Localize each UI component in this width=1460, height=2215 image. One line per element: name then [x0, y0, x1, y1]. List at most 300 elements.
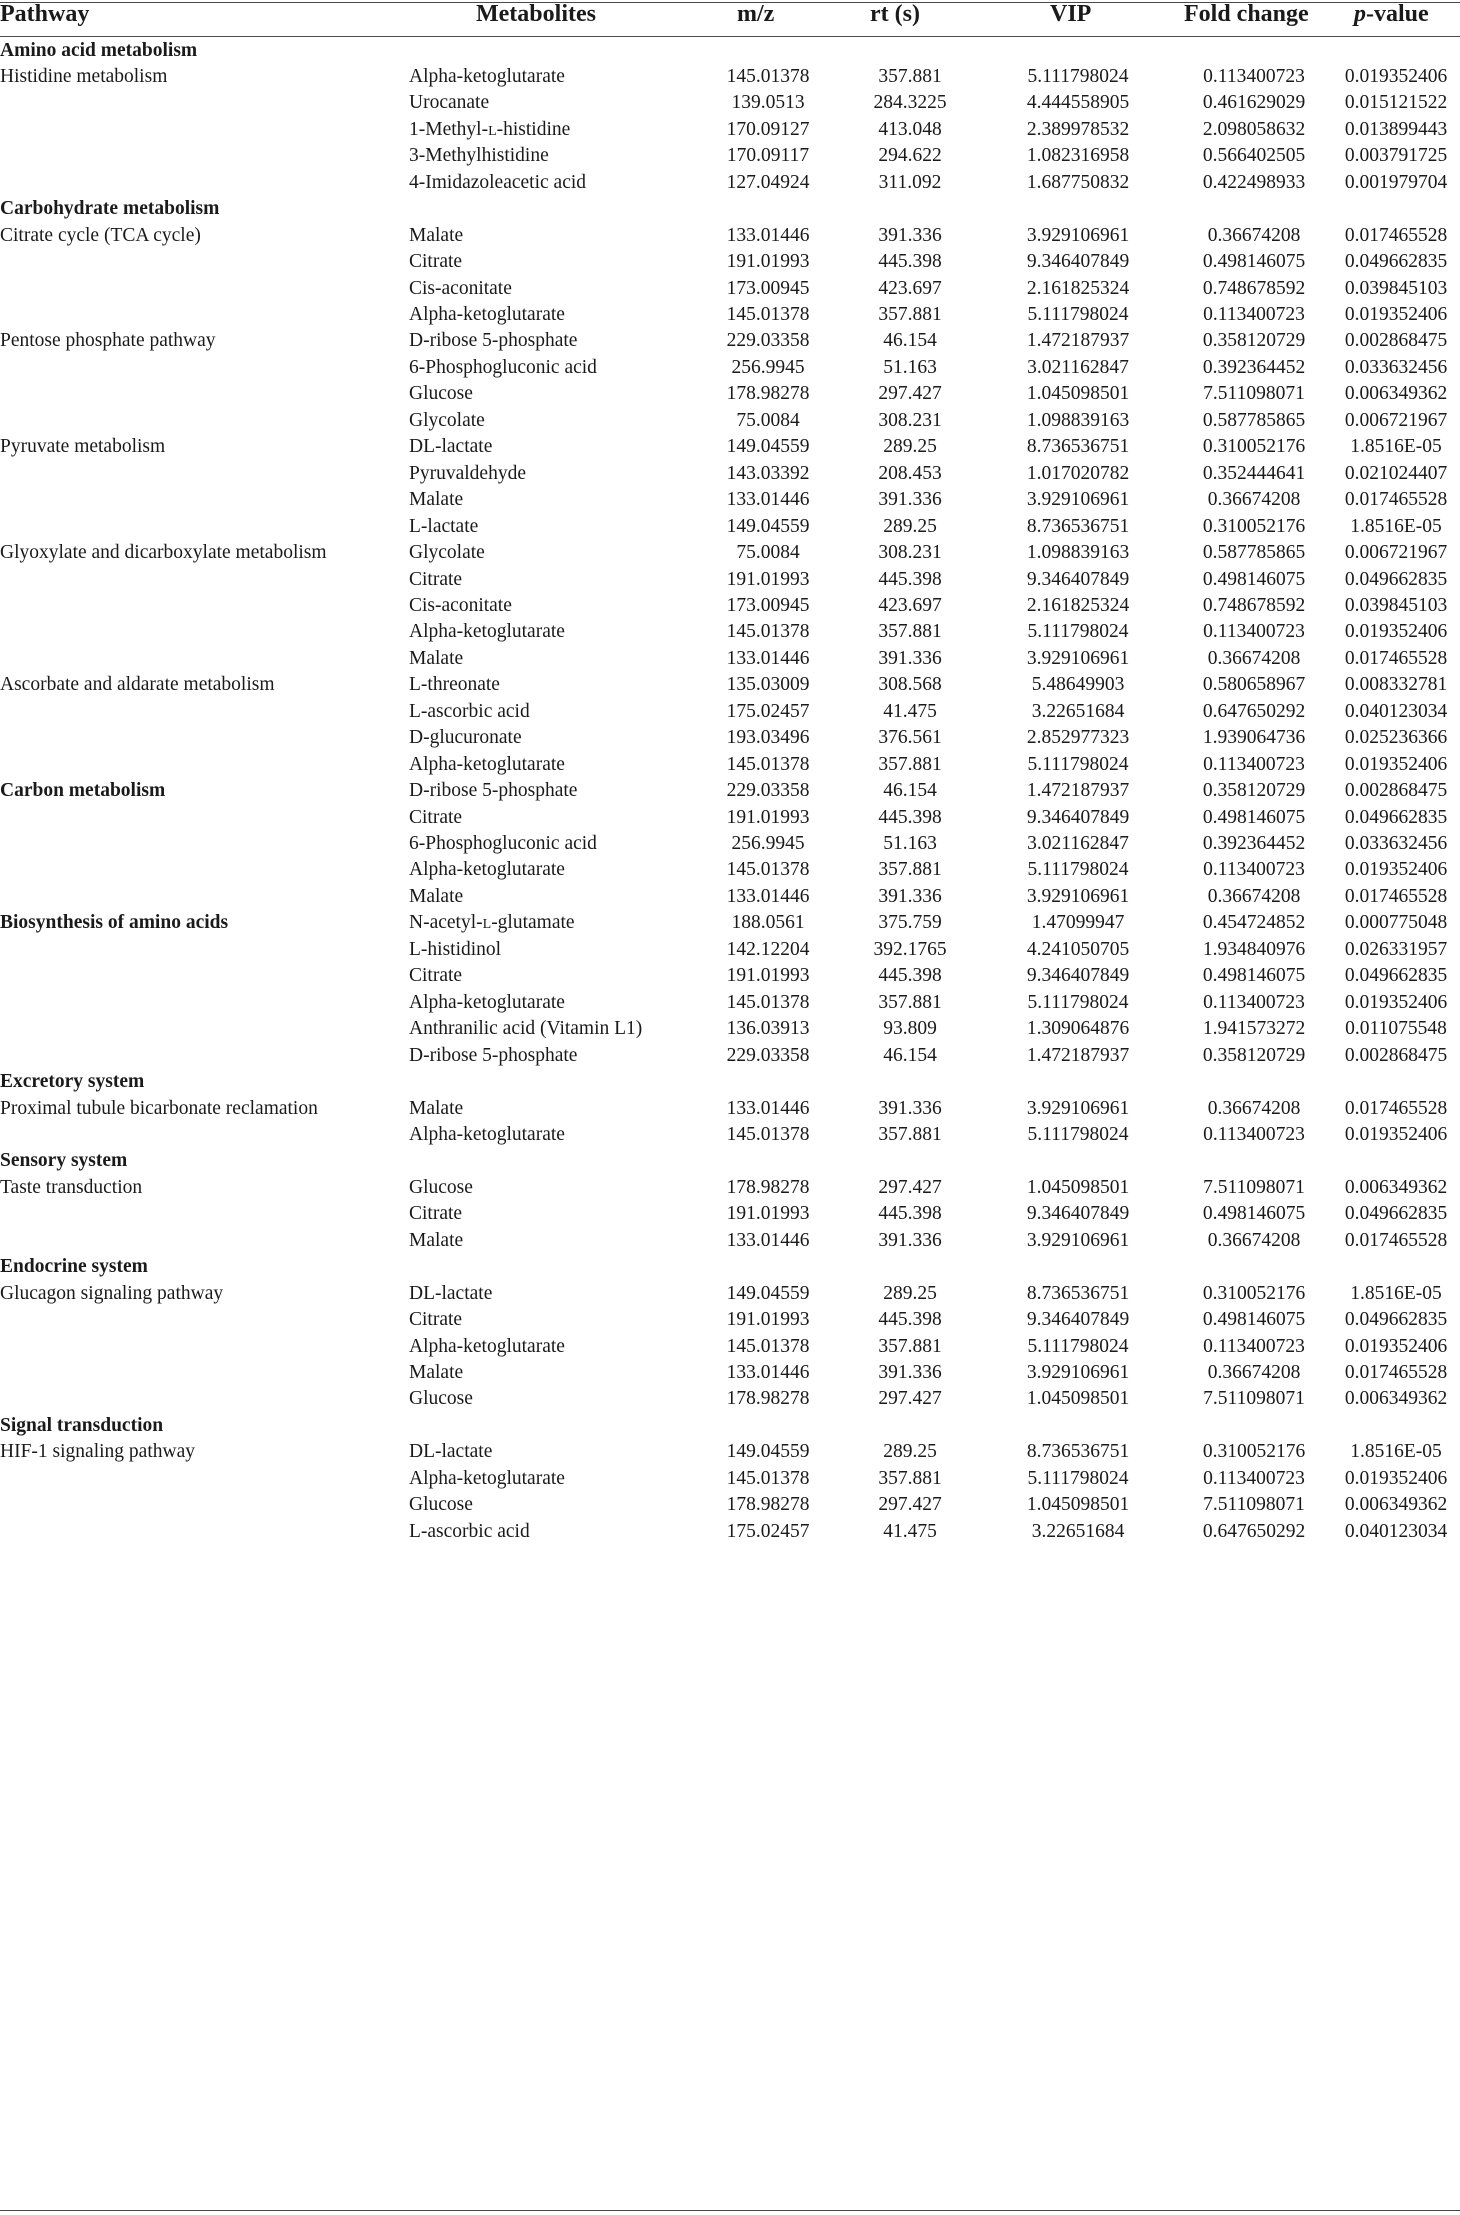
p-value-cell: 0.002868475 — [1344, 780, 1448, 802]
fold-change-cell: 0.310052176 — [1202, 1282, 1306, 1304]
mz-cell: 145.01378 — [726, 621, 810, 643]
metabolite-cell: L-lactate — [409, 515, 479, 537]
rt-cell: 423.697 — [878, 594, 942, 616]
vip-cell: 5.111798024 — [1027, 753, 1129, 775]
rt-cell: 308.231 — [878, 542, 942, 564]
table-row — [0, 1360, 1460, 1386]
fold-change-cell: 0.748678592 — [1202, 594, 1306, 616]
mz-cell: 175.02457 — [726, 1520, 810, 1542]
p-value-cell: 1.8516E-05 — [1350, 1282, 1442, 1304]
vip-cell: 5.111798024 — [1027, 1123, 1129, 1145]
table-row — [0, 1281, 1460, 1307]
metabolite-cell: L-ascorbic acid — [409, 1520, 530, 1542]
vip-cell: 3.929106961 — [1026, 489, 1130, 511]
section-row — [0, 1148, 1460, 1174]
vip-cell: 5.111798024 — [1027, 1467, 1129, 1489]
table-row — [0, 1439, 1460, 1465]
mz-cell: 191.01993 — [726, 1309, 810, 1331]
rt-cell: 208.453 — [878, 462, 942, 484]
section-label: Excretory system — [0, 1071, 145, 1093]
fold-change-cell: 0.461629029 — [1202, 92, 1306, 114]
section-row — [0, 38, 1460, 64]
vip-cell: 3.929106961 — [1026, 1362, 1130, 1383]
mz-cell: 256.9945 — [731, 356, 805, 378]
rt-cell: 375.759 — [878, 912, 942, 934]
rt-cell: 294.622 — [878, 145, 942, 167]
vip-cell: 3.929106961 — [1026, 647, 1130, 669]
table-row — [0, 831, 1460, 857]
metabolite-cell: Anthranilic acid (Vitamin L1) — [409, 1018, 643, 1040]
fold-change-cell: 0.587785865 — [1202, 542, 1306, 564]
rt-cell: 289.25 — [883, 1441, 937, 1463]
vip-cell: 2.161825324 — [1026, 277, 1130, 299]
rt-cell: 391.336 — [878, 1097, 942, 1119]
section-row — [0, 1254, 1460, 1280]
fold-change-cell: 0.113400723 — [1203, 991, 1305, 1013]
rt-cell: 46.154 — [883, 330, 937, 352]
rt-cell: 46.154 — [883, 1044, 937, 1066]
rt-cell: 308.231 — [878, 409, 942, 431]
table-row — [0, 672, 1460, 698]
fold-change-cell: 0.498146075 — [1202, 965, 1306, 987]
pathway-cell: Ascorbate and aldarate metabolism — [0, 674, 275, 696]
mz-cell: 145.01378 — [726, 991, 810, 1013]
metabolite-cell: Citrate — [409, 1309, 463, 1331]
metabolite-cell: 1-Methyl-l-histidine — [409, 118, 571, 140]
section-label: Sensory system — [0, 1150, 128, 1172]
vip-cell: 5.111798024 — [1027, 621, 1129, 643]
p-value-cell: 1.8516E-05 — [1350, 515, 1442, 537]
mz-cell: 133.01446 — [726, 1097, 810, 1119]
table-row — [0, 302, 1460, 328]
p-value-cell: 0.006349362 — [1344, 383, 1448, 405]
metabolite-cell: Glucose — [409, 383, 473, 405]
mz-cell: 149.04559 — [726, 1441, 810, 1463]
fold-change-cell: 0.358120729 — [1202, 1044, 1306, 1066]
rt-cell: 357.881 — [878, 304, 942, 325]
p-value-cell: 0.019352406 — [1344, 1123, 1448, 1145]
vip-cell: 8.736536751 — [1026, 1282, 1130, 1304]
p-value-cell: 0.040123034 — [1344, 700, 1448, 722]
rt-cell: 391.336 — [878, 885, 942, 907]
metabolite-cell: Glucose — [409, 1388, 473, 1410]
fold-change-cell: 0.36674208 — [1207, 647, 1301, 669]
p-value-cell: 0.017465528 — [1344, 1097, 1448, 1119]
header-fold-change: Fold change — [1184, 1, 1309, 27]
rt-cell: 376.561 — [878, 727, 942, 749]
metabolite-cell: L-ascorbic acid — [409, 700, 530, 722]
p-value-cell: 0.017465528 — [1344, 885, 1448, 907]
fold-change-cell: 7.511098071 — [1203, 1388, 1305, 1410]
section-row — [0, 1069, 1460, 1095]
vip-cell: 2.852977323 — [1026, 727, 1130, 749]
mz-cell: 173.00945 — [726, 277, 810, 299]
mz-cell: 229.03358 — [726, 1044, 810, 1066]
table-row — [0, 699, 1460, 725]
metabolite-cell: Malate — [409, 647, 464, 669]
rt-cell: 46.154 — [883, 780, 937, 802]
table-row — [0, 1492, 1460, 1518]
vip-cell: 1.47099947 — [1031, 912, 1125, 934]
vip-cell: 9.346407849 — [1026, 1203, 1130, 1225]
fold-change-cell: 0.358120729 — [1202, 330, 1306, 352]
mz-cell: 178.98278 — [726, 1494, 810, 1516]
fold-change-cell: 7.511098071 — [1203, 383, 1305, 405]
rt-cell: 413.048 — [878, 118, 942, 140]
mz-cell: 191.01993 — [726, 568, 810, 590]
rt-cell: 297.427 — [878, 383, 942, 405]
metabolite-cell: Citrate — [409, 1203, 463, 1225]
fold-change-cell: 0.36674208 — [1207, 885, 1301, 907]
fold-change-cell: 0.113400723 — [1203, 304, 1305, 325]
metabolite-cell: Malate — [409, 1097, 464, 1119]
metabolite-cell: Alpha-ketoglutarate — [409, 753, 565, 775]
vip-cell: 1.098839163 — [1026, 542, 1130, 564]
rt-cell: 289.25 — [883, 1282, 937, 1304]
metabolite-cell: Cis-aconitate — [409, 277, 512, 299]
p-value-cell: 0.011075548 — [1345, 1018, 1447, 1040]
mz-cell: 175.02457 — [726, 700, 810, 722]
table-row — [0, 910, 1460, 936]
metabolite-cell: 3-Methylhistidine — [409, 145, 549, 167]
mz-cell: 193.03496 — [726, 727, 810, 749]
rt-cell: 41.475 — [883, 1520, 937, 1542]
p-value-cell: 0.049662835 — [1344, 1203, 1448, 1225]
p-value-cell: 0.021024407 — [1344, 462, 1448, 484]
metabolite-cell: Cis-aconitate — [409, 594, 512, 616]
vip-cell: 1.687750832 — [1026, 171, 1130, 193]
fold-change-cell: 0.392364452 — [1202, 833, 1306, 854]
metabolite-cell: DL-lactate — [409, 1441, 493, 1463]
header-rt: rt (s) — [870, 1, 920, 27]
mz-cell: 229.03358 — [726, 330, 810, 352]
vip-cell: 5.111798024 — [1027, 991, 1129, 1013]
table-row — [0, 487, 1460, 513]
fold-change-cell: 0.566402505 — [1202, 145, 1306, 167]
mz-cell: 178.98278 — [726, 1388, 810, 1410]
p-value-cell: 0.017465528 — [1344, 489, 1448, 511]
table-row — [0, 434, 1460, 460]
vip-cell: 9.346407849 — [1026, 251, 1130, 273]
section-row — [0, 196, 1460, 222]
table-row — [0, 461, 1460, 487]
fold-change-cell: 0.310052176 — [1202, 515, 1306, 537]
rt-cell: 289.25 — [883, 515, 937, 537]
rt-cell: 391.336 — [878, 489, 942, 511]
mz-cell: 143.03392 — [726, 462, 810, 484]
metabolite-cell: Malate — [409, 1229, 464, 1251]
rt-cell: 357.881 — [878, 621, 942, 643]
metabolite-cell: Alpha-ketoglutarate — [409, 1335, 565, 1357]
fold-change-cell: 0.498146075 — [1202, 806, 1306, 828]
metabolite-cell: Alpha-ketoglutarate — [409, 65, 565, 87]
table-row — [0, 857, 1460, 883]
metabolite-cell: Alpha-ketoglutarate — [409, 304, 565, 325]
rt-cell: 391.336 — [878, 1362, 942, 1383]
header-p-italic: p — [1354, 1, 1366, 27]
metabolite-cell: Glucose — [409, 1494, 473, 1516]
p-value-cell: 0.001979704 — [1344, 171, 1448, 193]
table-row — [0, 990, 1460, 1016]
p-value-cell: 1.8516E-05 — [1350, 1441, 1442, 1463]
p-value-cell: 0.049662835 — [1344, 965, 1448, 987]
pathway-cell: Glucagon signaling pathway — [0, 1282, 224, 1304]
table-row — [0, 143, 1460, 169]
mz-cell: 145.01378 — [726, 753, 810, 775]
section-label: Endocrine system — [0, 1256, 148, 1278]
mz-cell: 229.03358 — [726, 780, 810, 802]
small-caps-l: l — [488, 118, 497, 140]
vip-cell: 1.309064876 — [1026, 1018, 1130, 1040]
metabolite-cell: D-ribose 5-phosphate — [409, 780, 578, 802]
vip-cell: 1.098839163 — [1026, 409, 1130, 431]
fold-change-cell: 7.511098071 — [1203, 1176, 1305, 1198]
p-value-cell: 0.019352406 — [1344, 1467, 1448, 1489]
metabolite-cell: Alpha-ketoglutarate — [409, 1123, 565, 1145]
mz-cell: 256.9945 — [731, 833, 805, 854]
rt-cell: 357.881 — [878, 859, 942, 881]
vip-cell: 8.736536751 — [1026, 1441, 1130, 1463]
table-row — [0, 778, 1460, 804]
rt-cell: 51.163 — [883, 356, 937, 378]
metabolite-cell: Glycolate — [409, 409, 485, 431]
table-row — [0, 276, 1460, 302]
metabolite-cell: D-glucuronate — [409, 727, 522, 749]
fold-change-cell: 0.587785865 — [1202, 409, 1306, 431]
pathway-cell: Pyruvate metabolism — [0, 436, 166, 458]
mz-cell: 133.01446 — [726, 224, 810, 246]
table-row — [0, 249, 1460, 275]
rt-cell: 357.881 — [878, 753, 942, 775]
pathway-cell: Taste transduction — [0, 1176, 143, 1198]
mz-cell: 133.01446 — [726, 1362, 810, 1383]
mz-cell: 149.04559 — [726, 436, 810, 458]
metabolite-cell: Alpha-ketoglutarate — [409, 859, 565, 881]
p-value-cell: 0.019352406 — [1344, 621, 1448, 643]
pathway-cell: Histidine metabolism — [0, 65, 168, 87]
mz-cell: 145.01378 — [726, 1467, 810, 1489]
mz-cell: 133.01446 — [726, 489, 810, 511]
fold-change-cell: 1.934840976 — [1202, 938, 1306, 960]
table-row — [0, 805, 1460, 831]
p-value-cell: 0.003791725 — [1344, 145, 1448, 167]
table-row — [0, 1175, 1460, 1201]
vip-cell: 8.736536751 — [1026, 515, 1130, 537]
vip-cell: 1.045098501 — [1026, 1176, 1130, 1198]
mz-cell: 133.01446 — [726, 647, 810, 669]
mz-cell: 191.01993 — [726, 251, 810, 273]
mz-cell: 145.01378 — [726, 304, 810, 325]
mz-cell: 191.01993 — [726, 965, 810, 987]
rt-cell: 391.336 — [878, 1229, 942, 1251]
rt-cell: 357.881 — [878, 65, 942, 87]
metabolite-cell: Malate — [409, 885, 464, 907]
p-value-cell: 0.017465528 — [1344, 224, 1448, 246]
table-row — [0, 1016, 1460, 1042]
vip-cell: 3.929106961 — [1026, 224, 1130, 246]
mz-cell: 139.0513 — [731, 92, 805, 114]
section-label: Carbohydrate metabolism — [0, 198, 220, 220]
vip-cell: 3.929106961 — [1026, 885, 1130, 907]
mz-cell: 178.98278 — [726, 383, 810, 405]
table-row — [0, 381, 1460, 407]
metabolite-cell: Malate — [409, 1362, 464, 1383]
mz-cell: 145.01378 — [726, 65, 810, 87]
table-row — [0, 1334, 1460, 1360]
vip-cell: 5.48649903 — [1031, 674, 1125, 696]
p-value-cell: 0.039845103 — [1344, 277, 1448, 299]
metabolite-cell: 6-Phosphogluconic acid — [409, 833, 597, 854]
metabolite-cell: Citrate — [409, 965, 463, 987]
p-value-cell: 0.026331957 — [1344, 938, 1448, 960]
p-value-cell: 0.019352406 — [1344, 1335, 1448, 1357]
fold-change-cell: 1.939064736 — [1202, 727, 1306, 749]
table-row — [0, 593, 1460, 619]
pathway-cell: Carbon metabolism — [0, 780, 166, 802]
fold-change-cell: 0.392364452 — [1202, 356, 1306, 378]
vip-cell: 3.929106961 — [1026, 1229, 1130, 1251]
p-value-cell: 0.002868475 — [1344, 330, 1448, 352]
metabolite-cell: DL-lactate — [409, 1282, 493, 1304]
p-value-cell: 0.006349362 — [1344, 1494, 1448, 1516]
metabolite-cell: Alpha-ketoglutarate — [409, 991, 565, 1013]
table-row — [0, 514, 1460, 540]
fold-change-cell: 0.498146075 — [1202, 251, 1306, 273]
p-value-cell: 0.049662835 — [1344, 1309, 1448, 1331]
rt-cell: 289.25 — [883, 436, 937, 458]
header-vip: VIP — [1050, 1, 1092, 27]
rt-cell: 445.398 — [878, 965, 942, 987]
pathway-cell: Glyoxylate and dicarboxylate metabolism — [0, 542, 327, 564]
table-row — [0, 1307, 1460, 1333]
mz-cell: 75.0084 — [736, 542, 800, 564]
table-row — [0, 963, 1460, 989]
vip-cell: 9.346407849 — [1026, 1309, 1130, 1331]
vip-cell: 5.111798024 — [1027, 65, 1129, 87]
vip-cell: 1.045098501 — [1026, 1494, 1130, 1516]
mz-cell: 173.00945 — [726, 594, 810, 616]
section-label: Amino acid metabolism — [0, 39, 198, 61]
fold-change-cell: 0.113400723 — [1203, 753, 1305, 775]
vip-cell: 9.346407849 — [1026, 806, 1130, 828]
metabolite-cell: Citrate — [409, 568, 463, 590]
p-value-cell: 0.049662835 — [1344, 806, 1448, 828]
mz-cell: 170.09117 — [726, 145, 810, 167]
p-value-cell: 0.019352406 — [1344, 991, 1448, 1013]
vip-cell: 3.021162847 — [1027, 833, 1129, 854]
metabolite-cell: Citrate — [409, 806, 463, 828]
rt-cell: 445.398 — [878, 806, 942, 828]
metabolite-cell: Malate — [409, 224, 464, 246]
mz-cell: 149.04559 — [726, 515, 810, 537]
vip-cell: 2.161825324 — [1026, 594, 1130, 616]
rt-cell: 392.1765 — [873, 938, 947, 960]
fold-change-cell: 0.422498933 — [1202, 171, 1306, 193]
rt-cell: 357.881 — [878, 1467, 942, 1489]
table-row — [0, 90, 1460, 116]
rt-cell: 297.427 — [878, 1494, 942, 1516]
metabolite-cell: DL-lactate — [409, 436, 493, 458]
mz-cell: 145.01378 — [726, 1335, 810, 1357]
fold-change-cell: 0.113400723 — [1203, 1467, 1305, 1489]
p-value-cell: 0.019352406 — [1344, 859, 1448, 881]
table-row — [0, 408, 1460, 434]
p-value-cell: 0.019352406 — [1344, 65, 1448, 87]
header-p-suffix: -value — [1366, 1, 1429, 27]
pathway-cell: Pentose phosphate pathway — [0, 330, 216, 352]
fold-change-cell: 2.098058632 — [1202, 118, 1306, 140]
p-value-cell: 0.008332781 — [1344, 674, 1448, 696]
vip-cell: 1.082316958 — [1026, 145, 1130, 167]
fold-change-cell: 0.358120729 — [1202, 780, 1306, 802]
table-row — [0, 937, 1460, 963]
fold-change-cell: 0.36674208 — [1207, 1097, 1301, 1119]
table-row — [0, 725, 1460, 751]
vip-cell: 5.111798024 — [1027, 1335, 1129, 1357]
mz-cell: 170.09127 — [726, 118, 810, 140]
mz-cell: 145.01378 — [726, 859, 810, 881]
table-row — [0, 1386, 1460, 1412]
p-value-cell: 0.013899443 — [1344, 118, 1448, 140]
mz-cell: 145.01378 — [726, 1123, 810, 1145]
p-value-cell: 0.000775048 — [1344, 912, 1448, 934]
fold-change-cell: 0.498146075 — [1202, 1203, 1306, 1225]
metabolite-cell: Alpha-ketoglutarate — [409, 621, 565, 643]
vip-cell: 1.017020782 — [1026, 462, 1130, 484]
pathway-cell: Proximal tubule bicarbonate reclamation — [0, 1097, 318, 1119]
fold-change-cell: 1.941573272 — [1202, 1018, 1306, 1040]
fold-change-cell: 0.36674208 — [1207, 1362, 1301, 1383]
rt-cell: 391.336 — [878, 647, 942, 669]
fold-change-cell: 0.498146075 — [1202, 1309, 1306, 1331]
pathway-cell: HIF-1 signaling pathway — [0, 1441, 195, 1463]
p-value-cell: 0.040123034 — [1344, 1520, 1448, 1542]
table-row — [0, 1519, 1460, 1545]
table-row — [0, 619, 1460, 645]
vip-cell: 1.472187937 — [1026, 1044, 1130, 1066]
p-value-cell: 0.006721967 — [1344, 542, 1448, 564]
table-row — [0, 1043, 1460, 1069]
p-value-cell: 0.033632456 — [1344, 356, 1448, 378]
rt-cell: 357.881 — [878, 991, 942, 1013]
vip-cell: 2.389978532 — [1026, 118, 1130, 140]
rt-cell: 357.881 — [878, 1335, 942, 1357]
vip-cell: 8.736536751 — [1026, 436, 1130, 458]
metabolite-cell: L-histidinol — [409, 938, 502, 960]
metabolite-cell: L-threonate — [409, 674, 500, 696]
rt-cell: 297.427 — [878, 1388, 942, 1410]
vip-cell: 3.22651684 — [1031, 1520, 1125, 1542]
fold-change-cell: 0.36674208 — [1207, 489, 1301, 511]
table-row — [0, 1466, 1460, 1492]
p-value-cell: 0.017465528 — [1344, 1362, 1448, 1383]
mz-cell: 127.04924 — [726, 171, 810, 193]
fold-change-cell: 0.36674208 — [1207, 1229, 1301, 1251]
p-value-cell: 0.025236366 — [1344, 727, 1448, 749]
mz-cell: 191.01993 — [726, 806, 810, 828]
vip-cell: 9.346407849 — [1026, 568, 1130, 590]
rt-cell: 445.398 — [878, 1203, 942, 1225]
metabolite-cell: Citrate — [409, 251, 463, 273]
fold-change-cell: 7.511098071 — [1203, 1494, 1305, 1516]
rt-cell: 423.697 — [878, 277, 942, 299]
fold-change-cell: 0.498146075 — [1202, 568, 1306, 590]
section-label: Signal transduction — [0, 1414, 164, 1436]
mz-cell: 142.12204 — [726, 938, 810, 960]
metabolite-cell: N-acetyl-l-glutamate — [409, 912, 575, 934]
mz-cell: 135.03009 — [726, 674, 810, 696]
rt-cell: 445.398 — [878, 251, 942, 273]
